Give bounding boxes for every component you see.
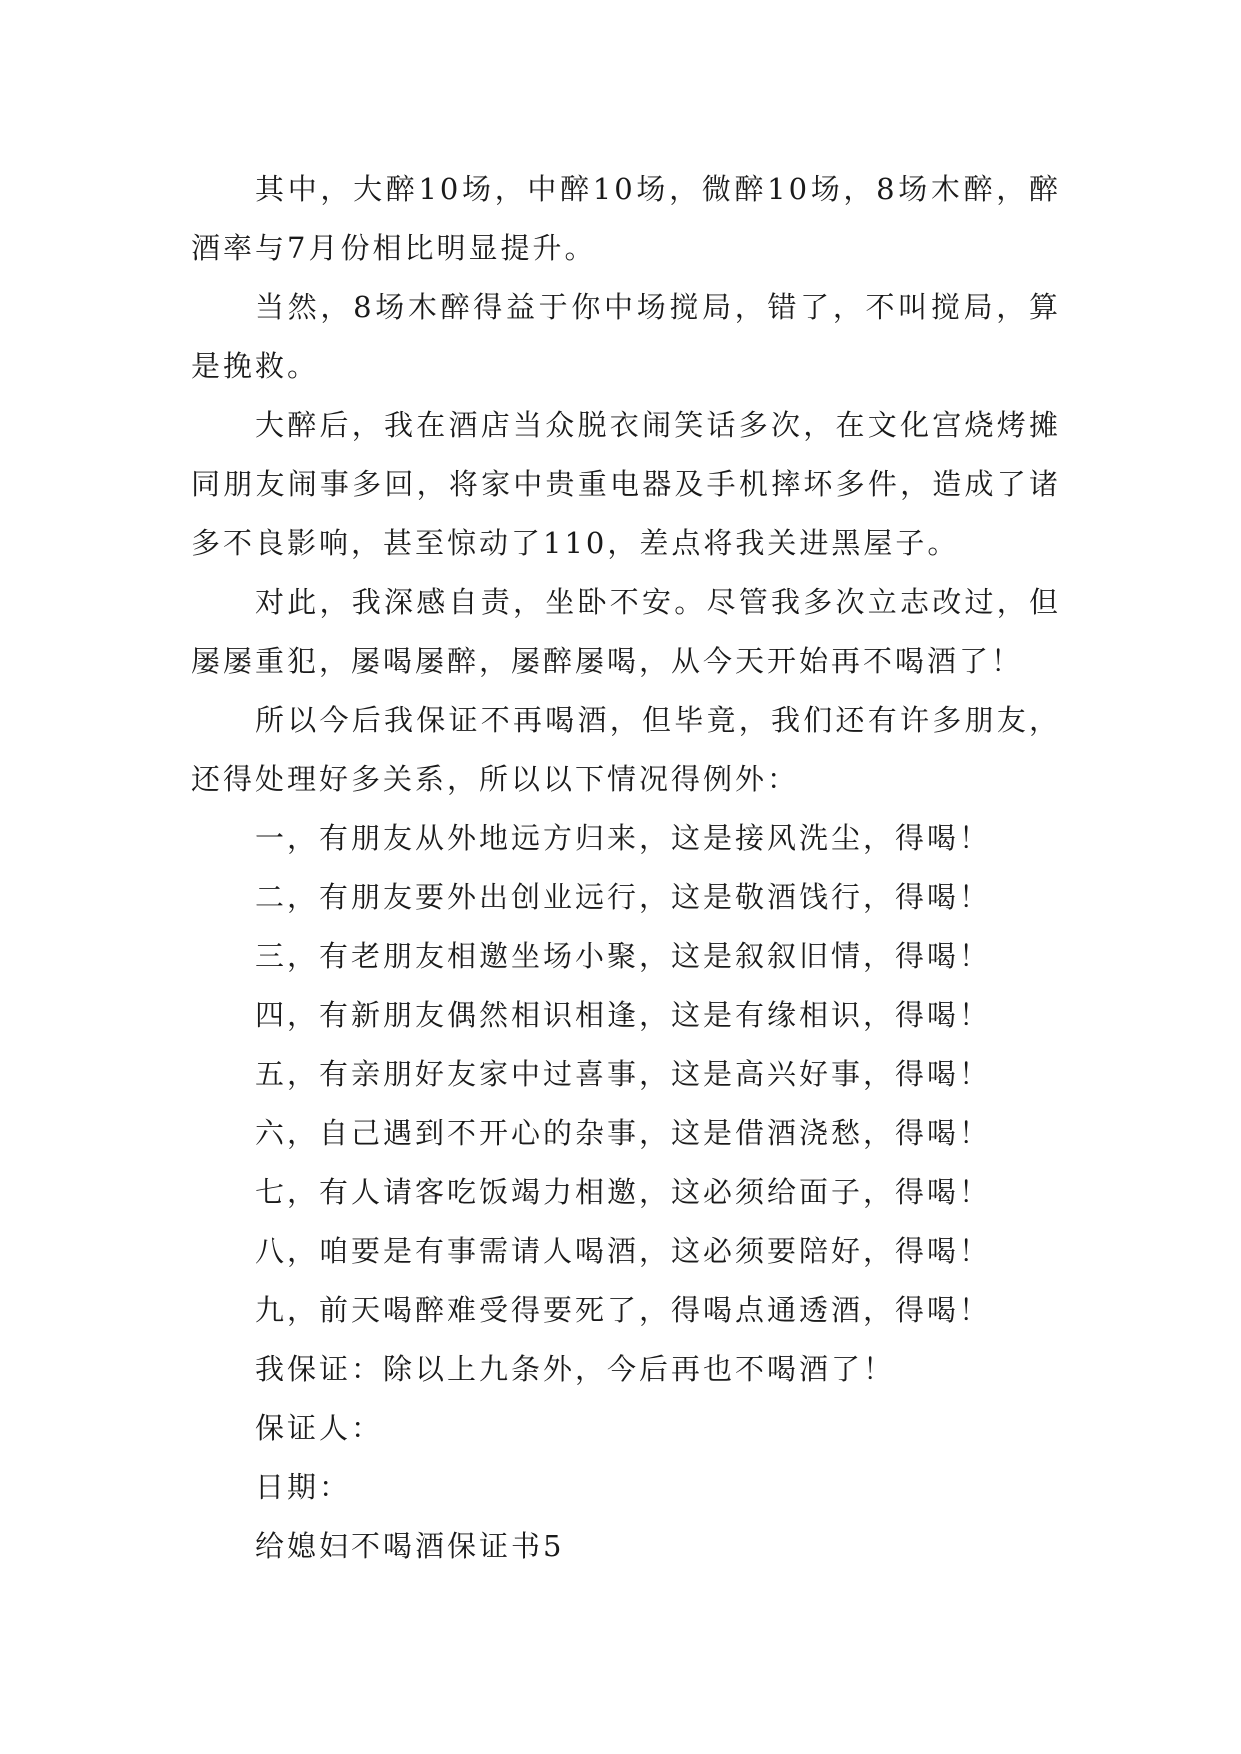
paragraph-statistics: 其中，大醉10场，中醉10场，微醉10场，8场木醉，醉酒率与7月份相比明显提升。	[191, 172, 1061, 265]
exception-item-5: 五，有亲朋好友家中过喜事，这是高兴好事，得喝！	[255, 1057, 992, 1091]
document-body	[191, 160, 1061, 1576]
exception-item-2: 二，有朋友要外出创业远行，这是敬酒饯行，得喝！	[255, 880, 992, 914]
next-section-title: 给媳妇不喝酒保证书5	[255, 1529, 565, 1563]
exception-item-3: 三，有老朋友相邀坐场小聚，这是叙叙旧情，得喝！	[255, 939, 992, 973]
paragraph-rescue: 当然，8场木醉得益于你中场搅局，错了，不叫搅局，算是挽救。	[191, 290, 1061, 383]
exception-item-9: 九，前天喝醉难受得要死了，得喝点通透酒，得喝！	[255, 1293, 992, 1327]
date-label: 日期：	[255, 1470, 352, 1504]
exception-item-6: 六，自己遇到不开心的杂事，这是借酒浇愁，得喝！	[255, 1116, 992, 1150]
exception-item-7: 七，有人请客吃饭竭力相邀，这必须给面子，得喝！	[255, 1175, 992, 1209]
exception-item-1: 一，有朋友从外地远方归来，这是接风洗尘，得喝！	[255, 821, 992, 855]
guarantor-label: 保证人：	[255, 1411, 384, 1445]
paragraph-remorse: 对此，我深感自责，坐卧不安。尽管我多次立志改过，但屡屡重犯，屡喝屡醉，屡醉屡喝，从今天开始再不喝酒了！	[191, 585, 1061, 678]
exception-item-4: 四，有新朋友偶然相识相逢，这是有缘相识，得喝！	[255, 998, 992, 1032]
paragraph-exceptions-intro: 所以今后我保证不再喝酒，但毕竟，我们还有许多朋友，还得处理好多关系，所以以下情况得例外：	[191, 703, 1061, 796]
exception-item-8: 八，咱要是有事需请人喝酒，这必须要陪好，得喝！	[255, 1234, 992, 1268]
paragraph-incidents: 大醉后，我在酒店当众脱衣闹笑话多次，在文化宫烧烤摊同朋友闹事多回，将家中贵重电器及手机摔坏多件，造成了诸多不良影响，甚至惊动了110，差点将我关进黑屋子。	[191, 408, 1061, 560]
pledge-statement: 我保证：除以上九条外，今后再也不喝酒了！	[255, 1352, 896, 1386]
